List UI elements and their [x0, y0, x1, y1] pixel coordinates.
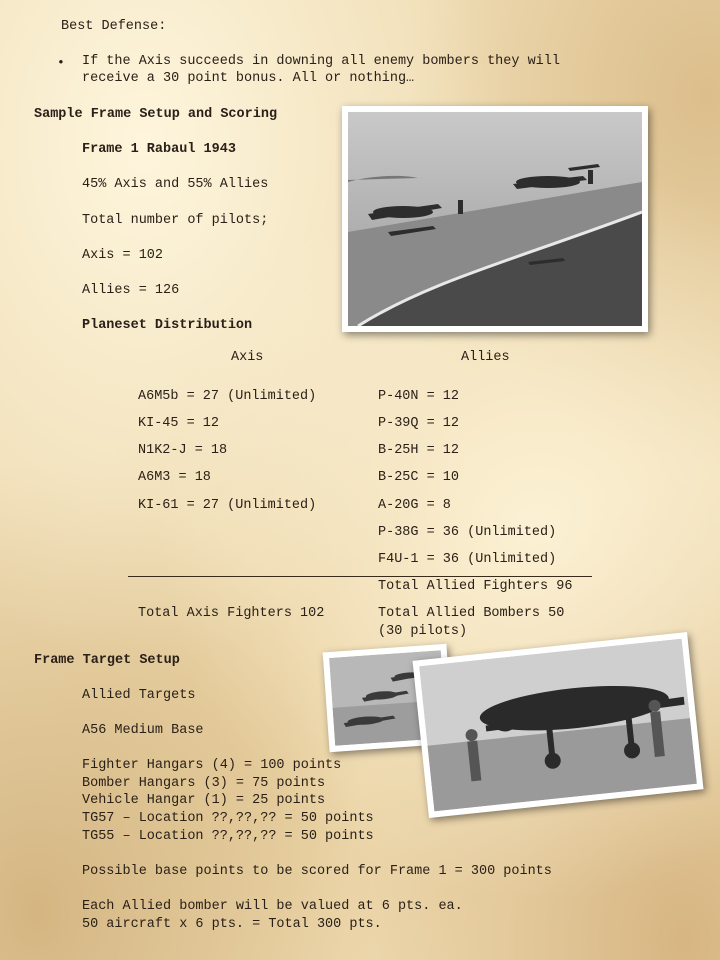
best-defense-heading: Best Defense: — [61, 19, 167, 34]
axis-plane-item: N1K2-J = 18 — [138, 443, 228, 458]
sample-frame-heading: Sample Frame Setup and Scoring — [34, 107, 278, 122]
axis-plane-item: A6M3 = 18 — [138, 470, 211, 485]
base-name: A56 Medium Base — [82, 723, 204, 738]
allies-pilots: Allies = 126 — [82, 283, 180, 298]
axis-plane-item: KI-61 = 27 (Unlimited) — [138, 498, 317, 513]
allied-plane-item: P-40N = 12 — [378, 389, 460, 404]
aircraft-on-airfield-photo — [412, 632, 703, 818]
allied-plane-item: B-25H = 12 — [378, 443, 460, 458]
axis-plane-item: A6M5b = 27 (Unlimited) — [138, 389, 317, 404]
pilots-label: Total number of pilots; — [82, 213, 269, 228]
total-allied-bombers: Total Allied Bombers 50 — [378, 606, 565, 621]
possible-points: Possible base points to be scored for Frame 1 = 300 points — [82, 864, 552, 879]
frame-title: Frame 1 Rabaul 1943 — [82, 142, 236, 157]
allied-plane-item: P-38G = 36 (Unlimited) — [378, 525, 557, 540]
bomber-value-line-1: Each Allied bomber will be valued at 6 pts. ea. — [82, 899, 463, 914]
total-allied-fighters: Total Allied Fighters 96 — [378, 579, 573, 594]
bomber-pilot-count: (30 pilots) — [378, 624, 468, 639]
target-line: Vehicle Hangar (1) = 25 points — [82, 793, 326, 808]
bonus-text-line-1: If the Axis succeeds in downing all enemy bombers they will — [82, 54, 560, 69]
axis-pilots: Axis = 102 — [82, 248, 164, 263]
allied-plane-item: F4U-1 = 36 (Unlimited) — [378, 552, 557, 567]
bullet-icon: • — [57, 55, 65, 70]
target-line: Fighter Hangars (4) = 100 points — [82, 758, 342, 773]
allied-plane-item: P-39Q = 12 — [378, 416, 460, 431]
allied-plane-item: B-25C = 10 — [378, 470, 460, 485]
target-line: Bomber Hangars (3) = 75 points — [82, 776, 326, 791]
planeset-heading: Planeset Distribution — [82, 318, 253, 333]
total-axis-fighters: Total Axis Fighters 102 — [138, 606, 325, 621]
axis-plane-item: KI-45 = 12 — [138, 416, 220, 431]
bomber-value-line-2: 50 aircraft x 6 pts. = Total 300 pts. — [82, 917, 382, 932]
target-line: TG55 – Location ??,??,?? = 50 points — [82, 829, 374, 844]
allied-targets-label: Allied Targets — [82, 688, 196, 703]
bonus-text-line-2: receive a 30 point bonus. All or nothing… — [82, 71, 415, 86]
side-split: 45% Axis and 55% Allies — [82, 177, 269, 192]
allies-column-header: Allies — [461, 350, 510, 365]
allied-plane-item: A-20G = 8 — [378, 498, 451, 513]
target-line: TG57 – Location ??,??,?? = 50 points — [82, 811, 374, 826]
axis-column-header: Axis — [231, 350, 264, 365]
target-setup-heading: Frame Target Setup — [34, 653, 180, 668]
bombers-over-coast-photo — [342, 106, 648, 332]
totals-divider — [128, 576, 592, 577]
